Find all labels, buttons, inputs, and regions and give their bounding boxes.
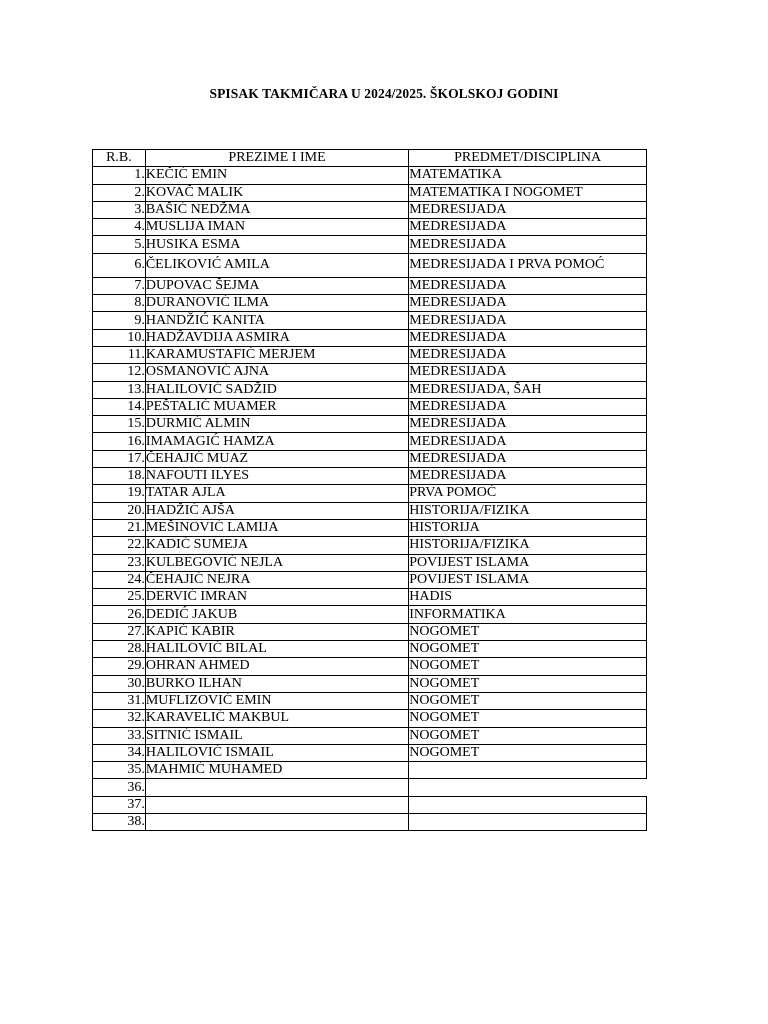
table-row xyxy=(93,295,647,312)
row-number-cell: 7. xyxy=(93,277,146,294)
name-cell: TATAR AJLA xyxy=(145,485,408,502)
table-row xyxy=(93,312,647,329)
row-number-cell: 32. xyxy=(93,710,146,727)
subject-cell: MEDRESIJADA xyxy=(409,450,647,467)
table-row xyxy=(93,253,647,277)
subject-cell: NOGOMET xyxy=(409,623,647,640)
name-cell: HALILOVIĆ ISMAIL xyxy=(145,744,408,761)
subject-cell xyxy=(409,796,647,813)
name-cell: KULBEGOVIĆ NEJLA xyxy=(145,554,408,571)
subject-cell: MEDRESIJADA, ŠAH xyxy=(409,381,647,398)
name-cell: KOVAČ MALIK xyxy=(145,184,408,201)
subject-cell: NOGOMET xyxy=(409,641,647,658)
row-number-cell: 29. xyxy=(93,658,146,675)
table-row xyxy=(93,744,647,761)
name-cell: NAFOUTI ILYES xyxy=(145,468,408,485)
subject-cell: MEDRESIJADA xyxy=(409,346,647,363)
name-cell: SITNIĆ ISMAIL xyxy=(145,727,408,744)
row-number-cell: 35. xyxy=(93,762,146,779)
subject-cell: NOGOMET xyxy=(409,692,647,709)
row-number-cell: 34. xyxy=(93,744,146,761)
table-row xyxy=(93,346,647,363)
name-cell: DURANOVIĆ ILMA xyxy=(145,295,408,312)
name-cell: MUFLIZOVIĆ EMIN xyxy=(145,692,408,709)
name-cell xyxy=(145,813,408,830)
name-cell: MEŠINOVIĆ LAMIJA xyxy=(145,519,408,536)
table-row xyxy=(93,364,647,381)
name-cell: KARAMUSTAFIĆ MERJEM xyxy=(145,346,408,363)
name-cell: DURMIĆ ALMIN xyxy=(145,416,408,433)
table-row xyxy=(93,537,647,554)
row-number-cell: 26. xyxy=(93,606,146,623)
table-row xyxy=(93,329,647,346)
table-row xyxy=(93,184,647,201)
row-number-cell: 8. xyxy=(93,295,146,312)
table-row xyxy=(93,623,647,640)
table-row xyxy=(93,606,647,623)
table-row xyxy=(93,398,647,415)
page-title: SPISAK TAKMIČARA U 2024/2025. ŠKOLSKOJ GODINI xyxy=(209,86,559,101)
row-number-cell: 27. xyxy=(93,623,146,640)
table-row xyxy=(93,658,647,675)
name-cell: IMAMAGIĆ HAMZA xyxy=(145,433,408,450)
header-name: PREZIME I IME xyxy=(145,150,408,167)
row-number-cell: 12. xyxy=(93,364,146,381)
row-number-cell: 9. xyxy=(93,312,146,329)
row-number-cell: 2. xyxy=(93,184,146,201)
name-cell: HUSIKA ESMA xyxy=(145,236,408,253)
table-body xyxy=(93,167,647,831)
row-number-cell: 23. xyxy=(93,554,146,571)
subject-cell: MEDRESIJADA xyxy=(409,201,647,218)
header-subject: PREDMET/DISCIPLINA xyxy=(409,150,647,167)
name-cell: HANDŽIĆ KANITA xyxy=(145,312,408,329)
name-cell xyxy=(145,779,408,796)
subject-cell: MEDRESIJADA I PRVA POMOĆ xyxy=(409,253,647,277)
row-number-cell: 6. xyxy=(93,253,146,277)
name-cell: MUSLIJA IMAN xyxy=(145,219,408,236)
table-row xyxy=(93,236,647,253)
subject-cell: MEDRESIJADA xyxy=(409,219,647,236)
row-number-cell: 20. xyxy=(93,502,146,519)
subject-cell: NOGOMET xyxy=(409,727,647,744)
row-number-cell: 13. xyxy=(93,381,146,398)
table-row xyxy=(93,675,647,692)
name-cell: BURKO ILHAN xyxy=(145,675,408,692)
table-row xyxy=(93,519,647,536)
row-number-cell: 3. xyxy=(93,201,146,218)
row-number-cell: 10. xyxy=(93,329,146,346)
row-number-cell: 36. xyxy=(93,779,146,796)
name-cell: PEŠTALIĆ MUAMER xyxy=(145,398,408,415)
row-number-cell: 11. xyxy=(93,346,146,363)
name-cell: OSMANOVIĆ AJNA xyxy=(145,364,408,381)
name-cell: BAŠIĆ NEDŽMA xyxy=(145,201,408,218)
row-number-cell: 33. xyxy=(93,727,146,744)
table-row xyxy=(93,779,647,796)
row-number-cell: 17. xyxy=(93,450,146,467)
table-row xyxy=(93,641,647,658)
row-number-cell: 18. xyxy=(93,468,146,485)
name-cell: ČEHAJIĆ NEJRA xyxy=(145,571,408,588)
row-number-cell: 15. xyxy=(93,416,146,433)
row-number-cell: 19. xyxy=(93,485,146,502)
table-row xyxy=(93,485,647,502)
subject-cell: HISTORIJA/FIZIKA xyxy=(409,502,647,519)
name-cell: KEČIĆ EMIN xyxy=(145,167,408,184)
subject-cell: MEDRESIJADA xyxy=(409,329,647,346)
row-number-cell: 21. xyxy=(93,519,146,536)
subject-cell: MATEMATIKA xyxy=(409,167,647,184)
subject-cell xyxy=(409,762,647,779)
table-row xyxy=(93,710,647,727)
table-row xyxy=(93,416,647,433)
subject-cell: MEDRESIJADA xyxy=(409,236,647,253)
row-number-cell: 14. xyxy=(93,398,146,415)
table-header-row xyxy=(93,150,647,167)
table-row xyxy=(93,692,647,709)
subject-cell: MEDRESIJADA xyxy=(409,277,647,294)
subject-cell: MATEMATIKA I NOGOMET xyxy=(409,184,647,201)
name-cell: DUPOVAC ŠEJMA xyxy=(145,277,408,294)
table-row xyxy=(93,727,647,744)
table-row xyxy=(93,450,647,467)
name-cell: MAHMIĆ MUHAMED xyxy=(145,762,408,779)
name-cell: KARAVELIĆ MAKBUL xyxy=(145,710,408,727)
table-row xyxy=(93,277,647,294)
name-cell: HADŽIĆ AJŠA xyxy=(145,502,408,519)
subject-cell: MEDRESIJADA xyxy=(409,295,647,312)
row-number-cell: 31. xyxy=(93,692,146,709)
subject-cell: POVIJEST ISLAMA xyxy=(409,554,647,571)
table-row xyxy=(93,502,647,519)
subject-cell: NOGOMET xyxy=(409,675,647,692)
table-row xyxy=(93,381,647,398)
row-number-cell: 37. xyxy=(93,796,146,813)
subject-cell: MEDRESIJADA xyxy=(409,398,647,415)
subject-cell: HADIS xyxy=(409,589,647,606)
subject-cell: POVIJEST ISLAMA xyxy=(409,571,647,588)
table-row xyxy=(93,554,647,571)
subject-cell: NOGOMET xyxy=(409,658,647,675)
subject-cell: HISTORIJA xyxy=(409,519,647,536)
subject-cell xyxy=(409,813,647,830)
table-row xyxy=(93,796,647,813)
subject-cell: MEDRESIJADA xyxy=(409,364,647,381)
name-cell: ČEHAJIĆ MUAZ xyxy=(145,450,408,467)
name-cell: KADIĆ SUMEJA xyxy=(145,537,408,554)
subject-cell: PRVA POMOĆ xyxy=(409,485,647,502)
table-row xyxy=(93,589,647,606)
subject-cell: MEDRESIJADA xyxy=(409,433,647,450)
header-rb: R.B. xyxy=(93,150,146,167)
table-row xyxy=(93,201,647,218)
row-number-cell: 22. xyxy=(93,537,146,554)
subject-cell xyxy=(409,779,647,796)
row-number-cell: 16. xyxy=(93,433,146,450)
row-number-cell: 5. xyxy=(93,236,146,253)
name-cell: KAPIĆ KABIR xyxy=(145,623,408,640)
subject-cell: MEDRESIJADA xyxy=(409,468,647,485)
table-row xyxy=(93,219,647,236)
name-cell xyxy=(145,796,408,813)
subject-cell: NOGOMET xyxy=(409,710,647,727)
table-row xyxy=(93,813,647,830)
table-row xyxy=(93,762,647,779)
name-cell: DERVIĆ IMRAN xyxy=(145,589,408,606)
table-row xyxy=(93,468,647,485)
row-number-cell: 24. xyxy=(93,571,146,588)
row-number-cell: 25. xyxy=(93,589,146,606)
subject-cell: MEDRESIJADA xyxy=(409,312,647,329)
name-cell: DEDIĆ JAKUB xyxy=(145,606,408,623)
row-number-cell: 1. xyxy=(93,167,146,184)
subject-cell: NOGOMET xyxy=(409,744,647,761)
name-cell: HADŽAVDIJA ASMIRA xyxy=(145,329,408,346)
subject-cell: HISTORIJA/FIZIKA xyxy=(409,537,647,554)
row-number-cell: 38. xyxy=(93,813,146,830)
name-cell: ČELIKOVIĆ AMILA xyxy=(145,253,408,277)
table-row xyxy=(93,167,647,184)
name-cell: HALILOVIĆ SADŽID xyxy=(145,381,408,398)
contestants-table xyxy=(92,149,647,831)
name-cell: HALILOVIĆ BILAL xyxy=(145,641,408,658)
row-number-cell: 28. xyxy=(93,641,146,658)
subject-cell: MEDRESIJADA xyxy=(409,416,647,433)
row-number-cell: 4. xyxy=(93,219,146,236)
name-cell: OHRAN AHMED xyxy=(145,658,408,675)
table-row xyxy=(93,433,647,450)
subject-cell: INFORMATIKA xyxy=(409,606,647,623)
table-row xyxy=(93,571,647,588)
row-number-cell: 30. xyxy=(93,675,146,692)
